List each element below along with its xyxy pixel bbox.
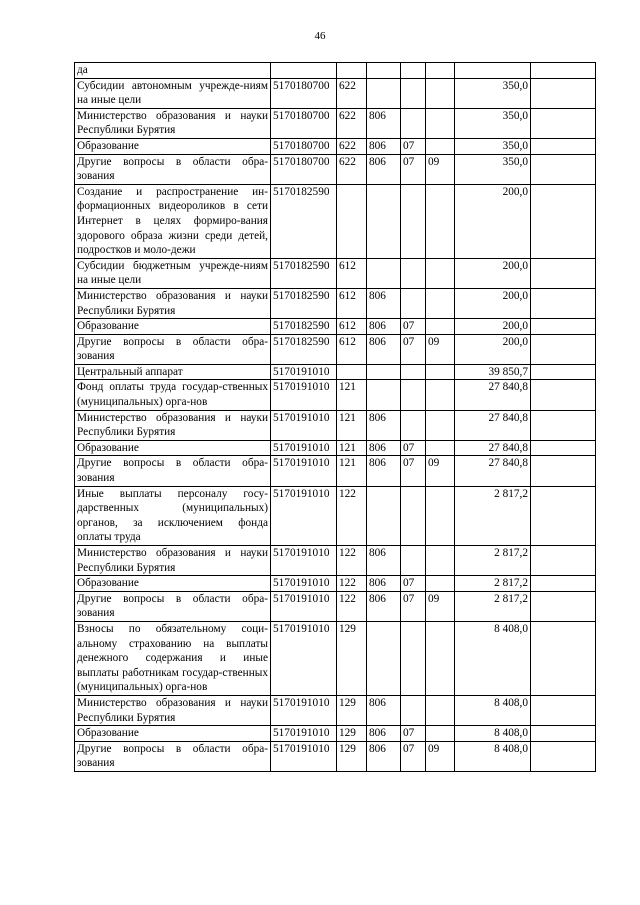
- expense-type-cell: 122: [337, 546, 367, 576]
- empty-extra-cell: [531, 440, 596, 456]
- target-article-cell: 5170182590: [271, 319, 337, 335]
- expense-type-cell: 612: [337, 319, 367, 335]
- target-article-cell: 5170191010: [271, 726, 337, 742]
- target-article-cell: 5170180700: [271, 154, 337, 184]
- amount-cell: 27 840,8: [455, 410, 531, 440]
- budget-table-body: [75, 63, 596, 772]
- empty-extra-cell: [531, 138, 596, 154]
- empty-extra-cell: [531, 334, 596, 364]
- item-name-cell: Министерство образования и науки Республики Бурятия: [75, 546, 271, 576]
- table-row: [75, 138, 596, 154]
- expense-type-cell: [337, 63, 367, 79]
- table-row: [75, 591, 596, 621]
- target-article-cell: 5170191010: [271, 440, 337, 456]
- subsection-cell: [426, 380, 455, 410]
- subsection-cell: 09: [426, 456, 455, 486]
- section-cell: 07: [401, 334, 426, 364]
- expense-type-cell: 122: [337, 576, 367, 592]
- table-row: [75, 364, 596, 380]
- target-article-cell: 5170191010: [271, 576, 337, 592]
- subsection-cell: [426, 319, 455, 335]
- empty-extra-cell: [531, 695, 596, 725]
- department-code-cell: [367, 486, 401, 545]
- department-code-cell: 806: [367, 138, 401, 154]
- subsection-cell: 09: [426, 591, 455, 621]
- subsection-cell: [426, 78, 455, 108]
- table-row: [75, 695, 596, 725]
- subsection-cell: [426, 410, 455, 440]
- table-row: [75, 576, 596, 592]
- empty-extra-cell: [531, 364, 596, 380]
- department-code-cell: 806: [367, 576, 401, 592]
- department-code-cell: [367, 184, 401, 258]
- section-cell: [401, 108, 426, 138]
- subsection-cell: [426, 621, 455, 695]
- target-article-cell: 5170182590: [271, 334, 337, 364]
- section-cell: [401, 621, 426, 695]
- subsection-cell: 09: [426, 334, 455, 364]
- subsection-cell: [426, 726, 455, 742]
- target-article-cell: 5170191010: [271, 380, 337, 410]
- department-code-cell: 806: [367, 108, 401, 138]
- department-code-cell: 806: [367, 741, 401, 771]
- section-cell: [401, 364, 426, 380]
- amount-cell: 27 840,8: [455, 440, 531, 456]
- item-name-cell: да: [75, 63, 271, 79]
- target-article-cell: 5170191010: [271, 456, 337, 486]
- expense-type-cell: 612: [337, 258, 367, 288]
- expense-type-cell: 129: [337, 695, 367, 725]
- target-article-cell: 5170182590: [271, 258, 337, 288]
- table-row: [75, 546, 596, 576]
- section-cell: [401, 546, 426, 576]
- expense-type-cell: 622: [337, 138, 367, 154]
- item-name-cell: Иные выплаты персоналу госу-дарственных (муниципальных) органов, за исключением фонда оплаты труда: [75, 486, 271, 545]
- item-name-cell: Субсидии бюджетным учрежде-ниям на иные цели: [75, 258, 271, 288]
- section-cell: 07: [401, 741, 426, 771]
- section-cell: 07: [401, 456, 426, 486]
- target-article-cell: 5170191010: [271, 591, 337, 621]
- amount-cell: 2 817,2: [455, 591, 531, 621]
- item-name-cell: Образование: [75, 726, 271, 742]
- empty-extra-cell: [531, 726, 596, 742]
- item-name-cell: Другие вопросы в области обра-зования: [75, 741, 271, 771]
- table-row: [75, 258, 596, 288]
- amount-cell: 200,0: [455, 184, 531, 258]
- empty-extra-cell: [531, 486, 596, 545]
- page-number: 46: [314, 30, 326, 42]
- department-code-cell: 806: [367, 334, 401, 364]
- section-cell: [401, 78, 426, 108]
- subsection-cell: [426, 108, 455, 138]
- table-row: [75, 154, 596, 184]
- empty-extra-cell: [531, 288, 596, 318]
- table-row: [75, 741, 596, 771]
- table-row: [75, 184, 596, 258]
- section-cell: [401, 258, 426, 288]
- amount-cell: 200,0: [455, 334, 531, 364]
- empty-extra-cell: [531, 258, 596, 288]
- table-row: [75, 380, 596, 410]
- expense-type-cell: 129: [337, 741, 367, 771]
- item-name-cell: Образование: [75, 138, 271, 154]
- amount-cell: [455, 63, 531, 79]
- amount-cell: 8 408,0: [455, 726, 531, 742]
- subsection-cell: [426, 576, 455, 592]
- target-article-cell: 5170191010: [271, 486, 337, 545]
- department-code-cell: 806: [367, 726, 401, 742]
- table-row: [75, 456, 596, 486]
- section-cell: 07: [401, 591, 426, 621]
- item-name-cell: Образование: [75, 576, 271, 592]
- amount-cell: 2 817,2: [455, 576, 531, 592]
- item-name-cell: Центральный аппарат: [75, 364, 271, 380]
- table-row: [75, 440, 596, 456]
- table-row: [75, 486, 596, 545]
- table-row: [75, 621, 596, 695]
- subsection-cell: [426, 258, 455, 288]
- amount-cell: 350,0: [455, 78, 531, 108]
- target-article-cell: 5170180700: [271, 108, 337, 138]
- item-name-cell: Субсидии автономным учрежде-ниям на иные цели: [75, 78, 271, 108]
- item-name-cell: Министерство образования и науки Республики Бурятия: [75, 108, 271, 138]
- department-code-cell: [367, 621, 401, 695]
- empty-extra-cell: [531, 410, 596, 440]
- budget-table: [74, 62, 596, 772]
- amount-cell: 2 817,2: [455, 486, 531, 545]
- amount-cell: 8 408,0: [455, 695, 531, 725]
- expense-type-cell: 121: [337, 380, 367, 410]
- target-article-cell: 5170180700: [271, 78, 337, 108]
- target-article-cell: 5170191010: [271, 695, 337, 725]
- section-cell: 07: [401, 138, 426, 154]
- empty-extra-cell: [531, 78, 596, 108]
- expense-type-cell: 129: [337, 621, 367, 695]
- expense-type-cell: 121: [337, 410, 367, 440]
- amount-cell: 350,0: [455, 108, 531, 138]
- empty-extra-cell: [531, 184, 596, 258]
- department-code-cell: [367, 258, 401, 288]
- department-code-cell: 806: [367, 440, 401, 456]
- item-name-cell: Другие вопросы в области обра-зования: [75, 334, 271, 364]
- section-cell: 07: [401, 576, 426, 592]
- target-article-cell: 5170180700: [271, 138, 337, 154]
- empty-extra-cell: [531, 319, 596, 335]
- amount-cell: 350,0: [455, 138, 531, 154]
- item-name-cell: Другие вопросы в области обра-зования: [75, 591, 271, 621]
- department-code-cell: [367, 380, 401, 410]
- section-cell: [401, 63, 426, 79]
- item-name-cell: Другие вопросы в области обра-зования: [75, 154, 271, 184]
- subsection-cell: [426, 63, 455, 79]
- empty-extra-cell: [531, 108, 596, 138]
- expense-type-cell: 121: [337, 456, 367, 486]
- subsection-cell: [426, 184, 455, 258]
- amount-cell: 200,0: [455, 288, 531, 318]
- section-cell: 07: [401, 319, 426, 335]
- empty-extra-cell: [531, 380, 596, 410]
- empty-extra-cell: [531, 546, 596, 576]
- table-row: [75, 288, 596, 318]
- table-row: [75, 726, 596, 742]
- item-name-cell: Другие вопросы в области обра-зования: [75, 456, 271, 486]
- target-article-cell: 5170191010: [271, 364, 337, 380]
- expense-type-cell: [337, 184, 367, 258]
- subsection-cell: [426, 440, 455, 456]
- target-article-cell: 5170182590: [271, 184, 337, 258]
- expense-type-cell: 622: [337, 154, 367, 184]
- empty-extra-cell: [531, 63, 596, 79]
- section-cell: [401, 184, 426, 258]
- amount-cell: 200,0: [455, 319, 531, 335]
- target-article-cell: 5170191010: [271, 410, 337, 440]
- item-name-cell: Министерство образования и науки Республики Бурятия: [75, 410, 271, 440]
- amount-cell: 27 840,8: [455, 380, 531, 410]
- target-article-cell: 5170182590: [271, 288, 337, 318]
- department-code-cell: 806: [367, 456, 401, 486]
- item-name-cell: Фонд оплаты труда государ-ственных (муниципальных) орга-нов: [75, 380, 271, 410]
- section-cell: [401, 288, 426, 318]
- table-row: [75, 410, 596, 440]
- expense-type-cell: 122: [337, 486, 367, 545]
- subsection-cell: [426, 364, 455, 380]
- target-article-cell: [271, 63, 337, 79]
- empty-extra-cell: [531, 154, 596, 184]
- amount-cell: 350,0: [455, 154, 531, 184]
- amount-cell: 200,0: [455, 258, 531, 288]
- department-code-cell: 806: [367, 288, 401, 318]
- item-name-cell: Создание и распространение ин-формационных видеороликов в сети Интернет в целях формиро-вания здорового образа жизни среди детей, подростков и моло-дежи: [75, 184, 271, 258]
- item-name-cell: Взносы по обязательному соци-альному страхованию на выплаты денежного содержания и иные выплаты работникам государ-ственных (муниципальных) орга-нов: [75, 621, 271, 695]
- department-code-cell: [367, 63, 401, 79]
- expense-type-cell: 612: [337, 288, 367, 318]
- empty-extra-cell: [531, 591, 596, 621]
- amount-cell: 2 817,2: [455, 546, 531, 576]
- table-row: [75, 63, 596, 79]
- item-name-cell: Министерство образования и науки Республики Бурятия: [75, 695, 271, 725]
- subsection-cell: [426, 695, 455, 725]
- target-article-cell: 5170191010: [271, 546, 337, 576]
- section-cell: 07: [401, 154, 426, 184]
- expense-type-cell: 622: [337, 78, 367, 108]
- item-name-cell: Министерство образования и науки Республики Бурятия: [75, 288, 271, 318]
- table-row: [75, 334, 596, 364]
- expense-type-cell: 122: [337, 591, 367, 621]
- department-code-cell: [367, 78, 401, 108]
- subsection-cell: 09: [426, 741, 455, 771]
- subsection-cell: [426, 138, 455, 154]
- empty-extra-cell: [531, 576, 596, 592]
- department-code-cell: 806: [367, 695, 401, 725]
- section-cell: [401, 695, 426, 725]
- item-name-cell: Образование: [75, 319, 271, 335]
- empty-extra-cell: [531, 621, 596, 695]
- item-name-cell: Образование: [75, 440, 271, 456]
- subsection-cell: [426, 486, 455, 545]
- section-cell: 07: [401, 440, 426, 456]
- department-code-cell: 806: [367, 319, 401, 335]
- department-code-cell: 806: [367, 546, 401, 576]
- amount-cell: 27 840,8: [455, 456, 531, 486]
- section-cell: [401, 410, 426, 440]
- expense-type-cell: 622: [337, 108, 367, 138]
- expense-type-cell: 129: [337, 726, 367, 742]
- amount-cell: 8 408,0: [455, 741, 531, 771]
- empty-extra-cell: [531, 456, 596, 486]
- department-code-cell: 806: [367, 410, 401, 440]
- section-cell: [401, 486, 426, 545]
- department-code-cell: 806: [367, 154, 401, 184]
- expense-type-cell: 612: [337, 334, 367, 364]
- subsection-cell: 09: [426, 154, 455, 184]
- subsection-cell: [426, 288, 455, 318]
- table-row: [75, 319, 596, 335]
- target-article-cell: 5170191010: [271, 741, 337, 771]
- empty-extra-cell: [531, 741, 596, 771]
- section-cell: 07: [401, 726, 426, 742]
- amount-cell: 39 850,7: [455, 364, 531, 380]
- expense-type-cell: [337, 364, 367, 380]
- amount-cell: 8 408,0: [455, 621, 531, 695]
- subsection-cell: [426, 546, 455, 576]
- table-row: [75, 78, 596, 108]
- department-code-cell: [367, 364, 401, 380]
- target-article-cell: 5170191010: [271, 621, 337, 695]
- section-cell: [401, 380, 426, 410]
- table-row: [75, 108, 596, 138]
- expense-type-cell: 121: [337, 440, 367, 456]
- department-code-cell: 806: [367, 591, 401, 621]
